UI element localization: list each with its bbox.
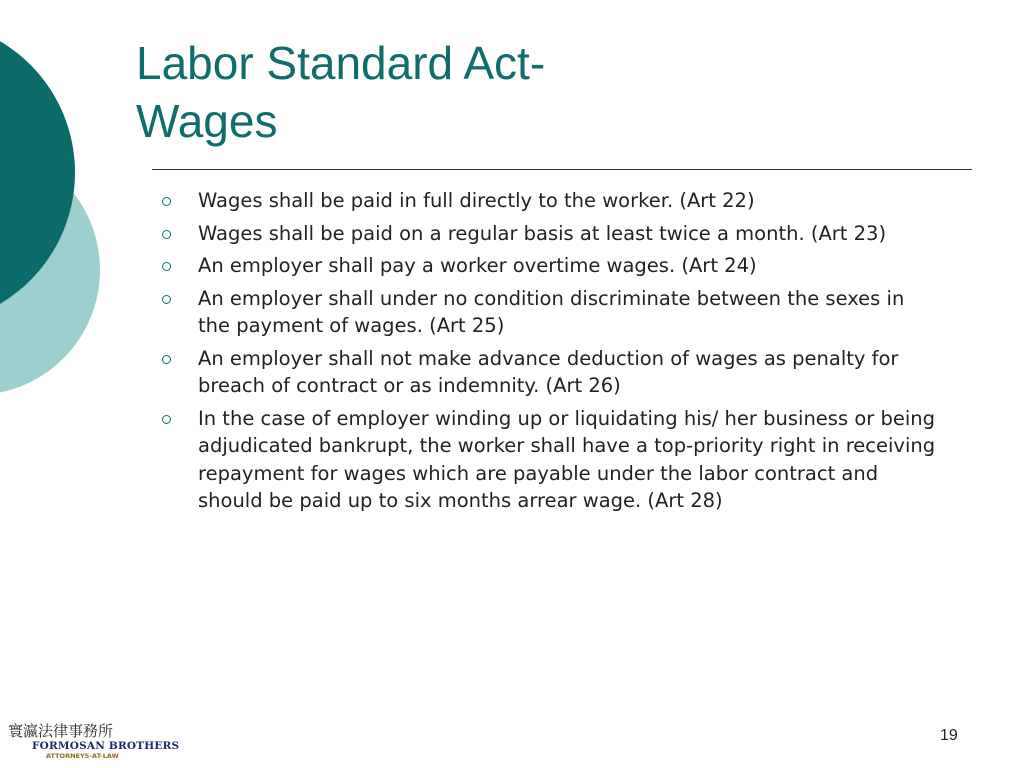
bullet-text: An employer shall not make advance deduction of wages as penalty for breach of contract or as indemnity. (Art 26) [198, 346, 899, 397]
bullet-item [150, 220, 940, 248]
hollow-circle-bullet-icon [162, 230, 171, 239]
title-divider [152, 169, 972, 170]
slide-title-line-2: Wages [136, 95, 278, 147]
slide-title [136, 34, 545, 150]
bullet-item [150, 252, 940, 280]
bullet-text: An employer shall under no condition discriminate between the sexes in the payment of wages. (Art 25) [198, 286, 905, 337]
firm-tagline: ATTORNEYS-AT-LAW [46, 752, 119, 760]
bullet-item [150, 285, 940, 340]
hollow-circle-bullet-icon [162, 197, 171, 206]
bullet-item [150, 345, 940, 400]
bullet-item [150, 187, 940, 215]
slide-title-line-1: Labor Standard Act- [136, 37, 546, 89]
hollow-circle-bullet-icon [162, 415, 171, 424]
page-number: 19 [940, 727, 958, 744]
bullet-text: Wages shall be paid on a regular basis at least twice a month. (Art 23) [198, 221, 887, 245]
bullet-text: In the case of employer winding up or liquidating his/ her business or being adjudicated bankrupt, the worker shall have a top-priority right in receiving repayment for wages which are payable under the labor contract and should be paid up to six months arrear wage. (Art 28) [198, 406, 936, 512]
hollow-circle-bullet-icon [162, 295, 171, 304]
hollow-circle-bullet-icon [162, 355, 171, 364]
bullet-text: An employer shall pay a worker overtime wages. (Art 24) [198, 254, 757, 277]
bullet-list [150, 187, 940, 520]
firm-name-english: FORMOSAN BROTHERS [32, 740, 180, 752]
hollow-circle-bullet-icon [162, 262, 171, 271]
firm-logo [8, 722, 180, 760]
bullet-text: Wages shall be paid in full directly to the worker. (Art 22) [198, 189, 755, 212]
bullet-item [150, 405, 940, 515]
firm-name-chinese: 寰瀛法律事務所 [8, 722, 114, 740]
